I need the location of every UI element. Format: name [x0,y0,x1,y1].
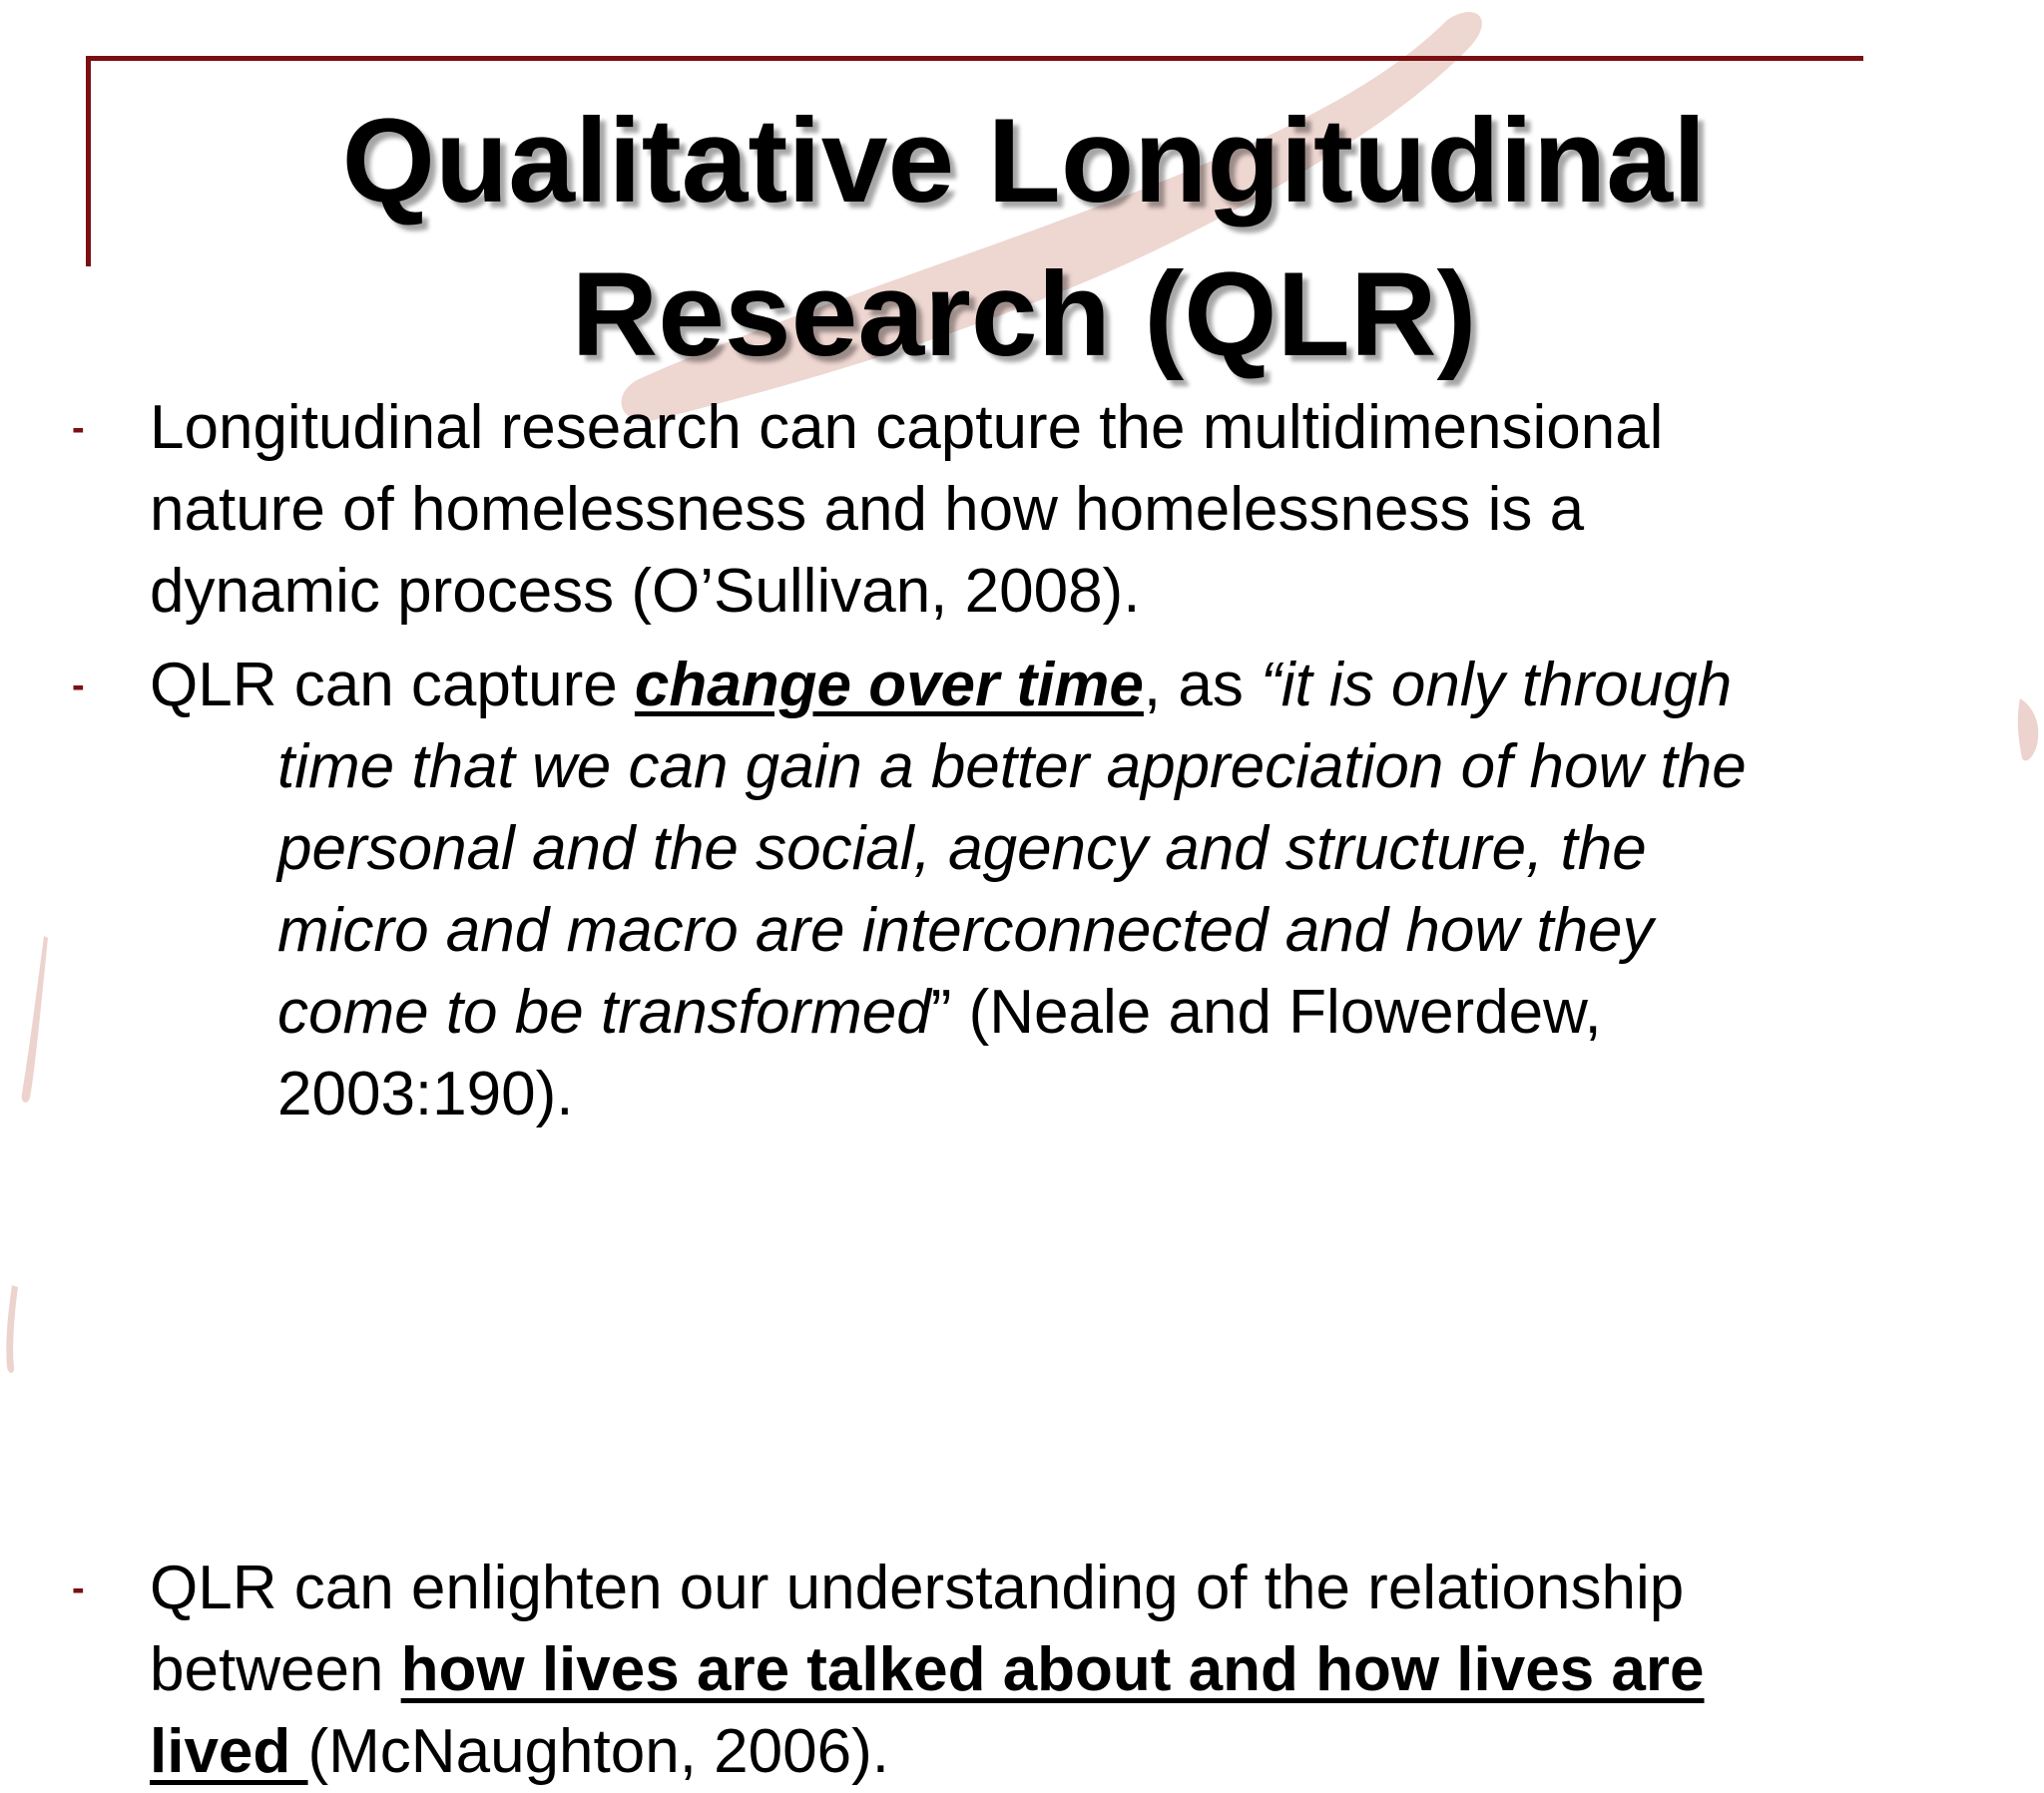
quote-start: “it is only through [1261,651,1733,719]
emphasis-lived: lived [150,1717,308,1786]
brush-stroke-left-1 [22,936,48,1103]
bullet-text [150,1548,1705,1793]
bullet-3-line-2 [150,1629,1705,1711]
bullet-marker: - [72,1568,85,1609]
quote-line-2: time that we can gain a better appreciation of how the [277,732,1747,801]
bullet-2-connector: , as [1143,651,1262,719]
citation-page: 2003:190). [277,1060,574,1128]
quote-line-3: personal and the social, agency and structure, the [277,814,1647,883]
title-line-2: Research (QLR) [571,247,1477,381]
bullet-1-line-2: nature of homelessness and how homelessness is a [150,475,1585,544]
slide-title [140,84,1908,391]
bullet-3-line-3 [150,1711,1705,1793]
bullet-1-line-1: Longitudinal research can capture the multidimensional [150,393,1664,462]
bullet-3-lead: between [150,1635,401,1704]
bullet-text [150,387,1663,633]
emphasis-lives-talked-about: how lives are talked about and how lives are [400,1635,1705,1704]
quote-end-italic: come to be transformed [277,978,931,1047]
bullet-2-lead: QLR can capture [150,651,635,719]
quote-line-5 [150,972,1747,1054]
emphasis-change-over-time: change over time [634,651,1144,719]
bullet-marker: - [72,665,85,706]
bullet-2-line-1 [150,645,1747,726]
brush-stroke-left-2 [6,1285,18,1373]
bullet-text [150,645,1747,1135]
bullet-1-line-3: dynamic process (O’Sullivan, 2008). [150,557,1141,626]
title-line-1: Qualitative Longitudinal [341,94,1707,227]
bullet-marker: - [72,407,85,449]
quote-line-4: micro and macro are interconnected and how they [277,896,1654,965]
citation-neale-flowerdew: ” (Neale and Flowerdew, [930,978,1602,1047]
brush-stroke-right [2018,698,2038,760]
bullet-3-line-1: QLR can enlighten our understanding of the relationship [150,1554,1685,1622]
citation-mcnaughton: (McNaughton, 2006). [307,1717,889,1786]
